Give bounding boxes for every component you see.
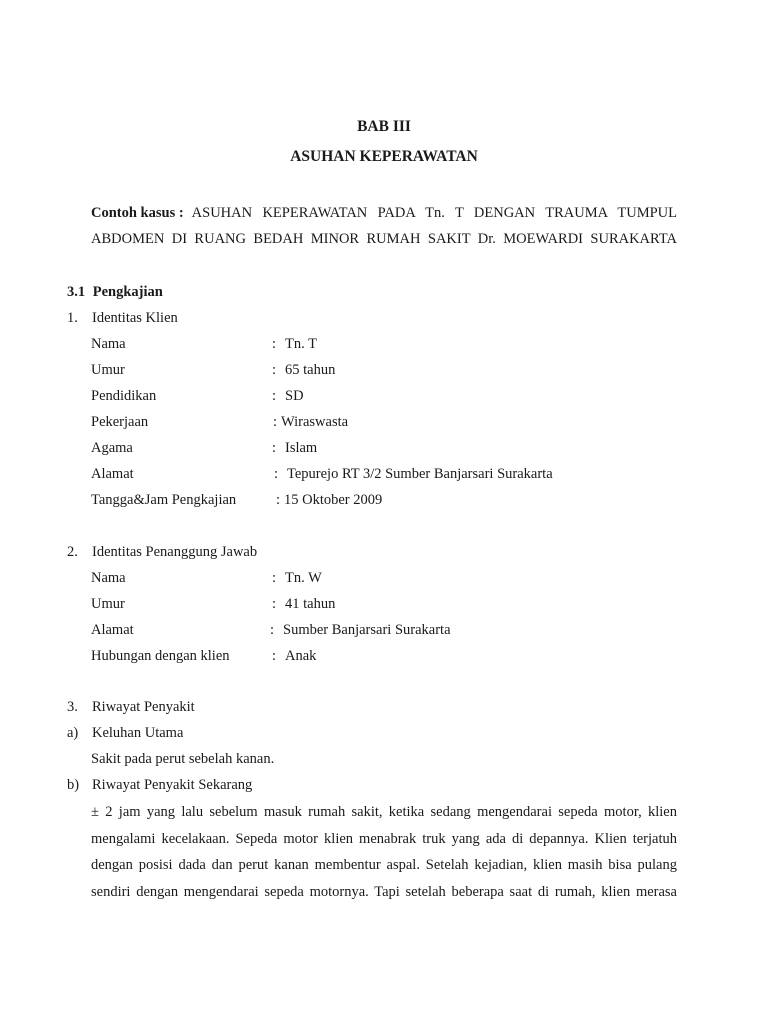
keluhan-utama-text: Sakit pada perut sebelah kanan.: [91, 751, 275, 767]
list-number-2: 2.: [67, 544, 78, 560]
riwayat-sekarang-title: Riwayat Penyakit Sekarang: [92, 777, 253, 793]
field-value: Islam: [285, 440, 318, 456]
field-colon: :: [272, 648, 277, 664]
list-number-3: 3.: [67, 699, 78, 715]
riwayat-sekarang-line: dengan posisi dada dan perut kanan membentur aspal. Setelah kejadian, klien masih bisa pulang: [91, 857, 677, 873]
field-colon: :: [273, 414, 278, 430]
field-colon: :: [276, 492, 281, 508]
field-label: Nama: [91, 336, 126, 352]
field-value: Tepurejo RT 3/2 Sumber Banjarsari Surakarta: [287, 466, 553, 482]
field-colon: :: [270, 622, 275, 638]
case-title-part-1: ASUHAN KEPERAWATAN PADA Tn. T DENGAN TRAUMA TUMPUL: [191, 205, 677, 221]
field-value: Tn. W: [285, 570, 322, 586]
riwayat-sekarang-line: mengalami kecelakaan. Sepeda motor klien menabrak truk yang ada di depannya. Klien terjatuh: [91, 831, 677, 847]
riwayat-sekarang-line: ± 2 jam yang lalu sebelum masuk rumah sakit, ketika sedang mengendarai sepeda motor, klien: [91, 804, 677, 820]
field-label: Nama: [91, 570, 126, 586]
field-colon: :: [272, 570, 277, 586]
field-label: Umur: [91, 596, 125, 612]
riwayat-title: Riwayat Penyakit: [92, 699, 195, 715]
field-colon: :: [272, 596, 277, 612]
chapter-number: BAB III: [357, 118, 411, 135]
field-colon: :: [272, 440, 277, 456]
field-label: Hubungan dengan klien: [91, 648, 230, 664]
field-label: Pendidikan: [91, 388, 157, 404]
identitas-penanggung-title: Identitas Penanggung Jawab: [92, 544, 258, 560]
field-colon: :: [272, 336, 277, 352]
field-value: Wiraswasta: [281, 414, 349, 430]
identitas-klien-title: Identitas Klien: [92, 310, 178, 326]
case-title-part-2: ABDOMEN DI RUANG BEDAH MINOR RUMAH SAKIT Dr. MOEWARDI SURAKARTA: [91, 231, 677, 247]
field-label: Tangga&Jam Pengkajian: [91, 492, 237, 508]
chapter-title: ASUHAN KEPERAWATAN: [290, 148, 478, 165]
section-number: 3.1: [67, 284, 86, 300]
sublist-marker-a: a): [67, 725, 79, 741]
field-label: Alamat: [91, 466, 134, 482]
section-heading: [67, 283, 163, 301]
field-value: Tn. T: [285, 336, 317, 352]
field-value: Sumber Banjarsari Surakarta: [283, 622, 451, 638]
field-value: Anak: [285, 648, 317, 664]
field-colon: :: [274, 466, 279, 482]
case-line-1: [91, 204, 677, 222]
field-value: 65 tahun: [285, 362, 336, 378]
field-colon: :: [272, 362, 277, 378]
keluhan-utama-title: Keluhan Utama: [92, 725, 184, 741]
field-label: Alamat: [91, 622, 134, 638]
field-label: Umur: [91, 362, 125, 378]
field-label: Pekerjaan: [91, 414, 149, 430]
section-title: Pengkajian: [92, 284, 163, 300]
case-label: Contoh kasus :: [91, 205, 184, 221]
field-value: 41 tahun: [285, 596, 336, 612]
field-value: 15 Oktober 2009: [284, 492, 383, 508]
sublist-marker-b: b): [67, 777, 80, 793]
list-number-1: 1.: [67, 310, 78, 326]
field-value: SD: [285, 388, 304, 404]
field-colon: :: [272, 388, 277, 404]
riwayat-sekarang-line: sendiri dengan mengendarai sepeda motornya. Tapi setelah beberapa saat di rumah, klien merasa: [91, 884, 677, 900]
field-label: Agama: [91, 440, 133, 456]
